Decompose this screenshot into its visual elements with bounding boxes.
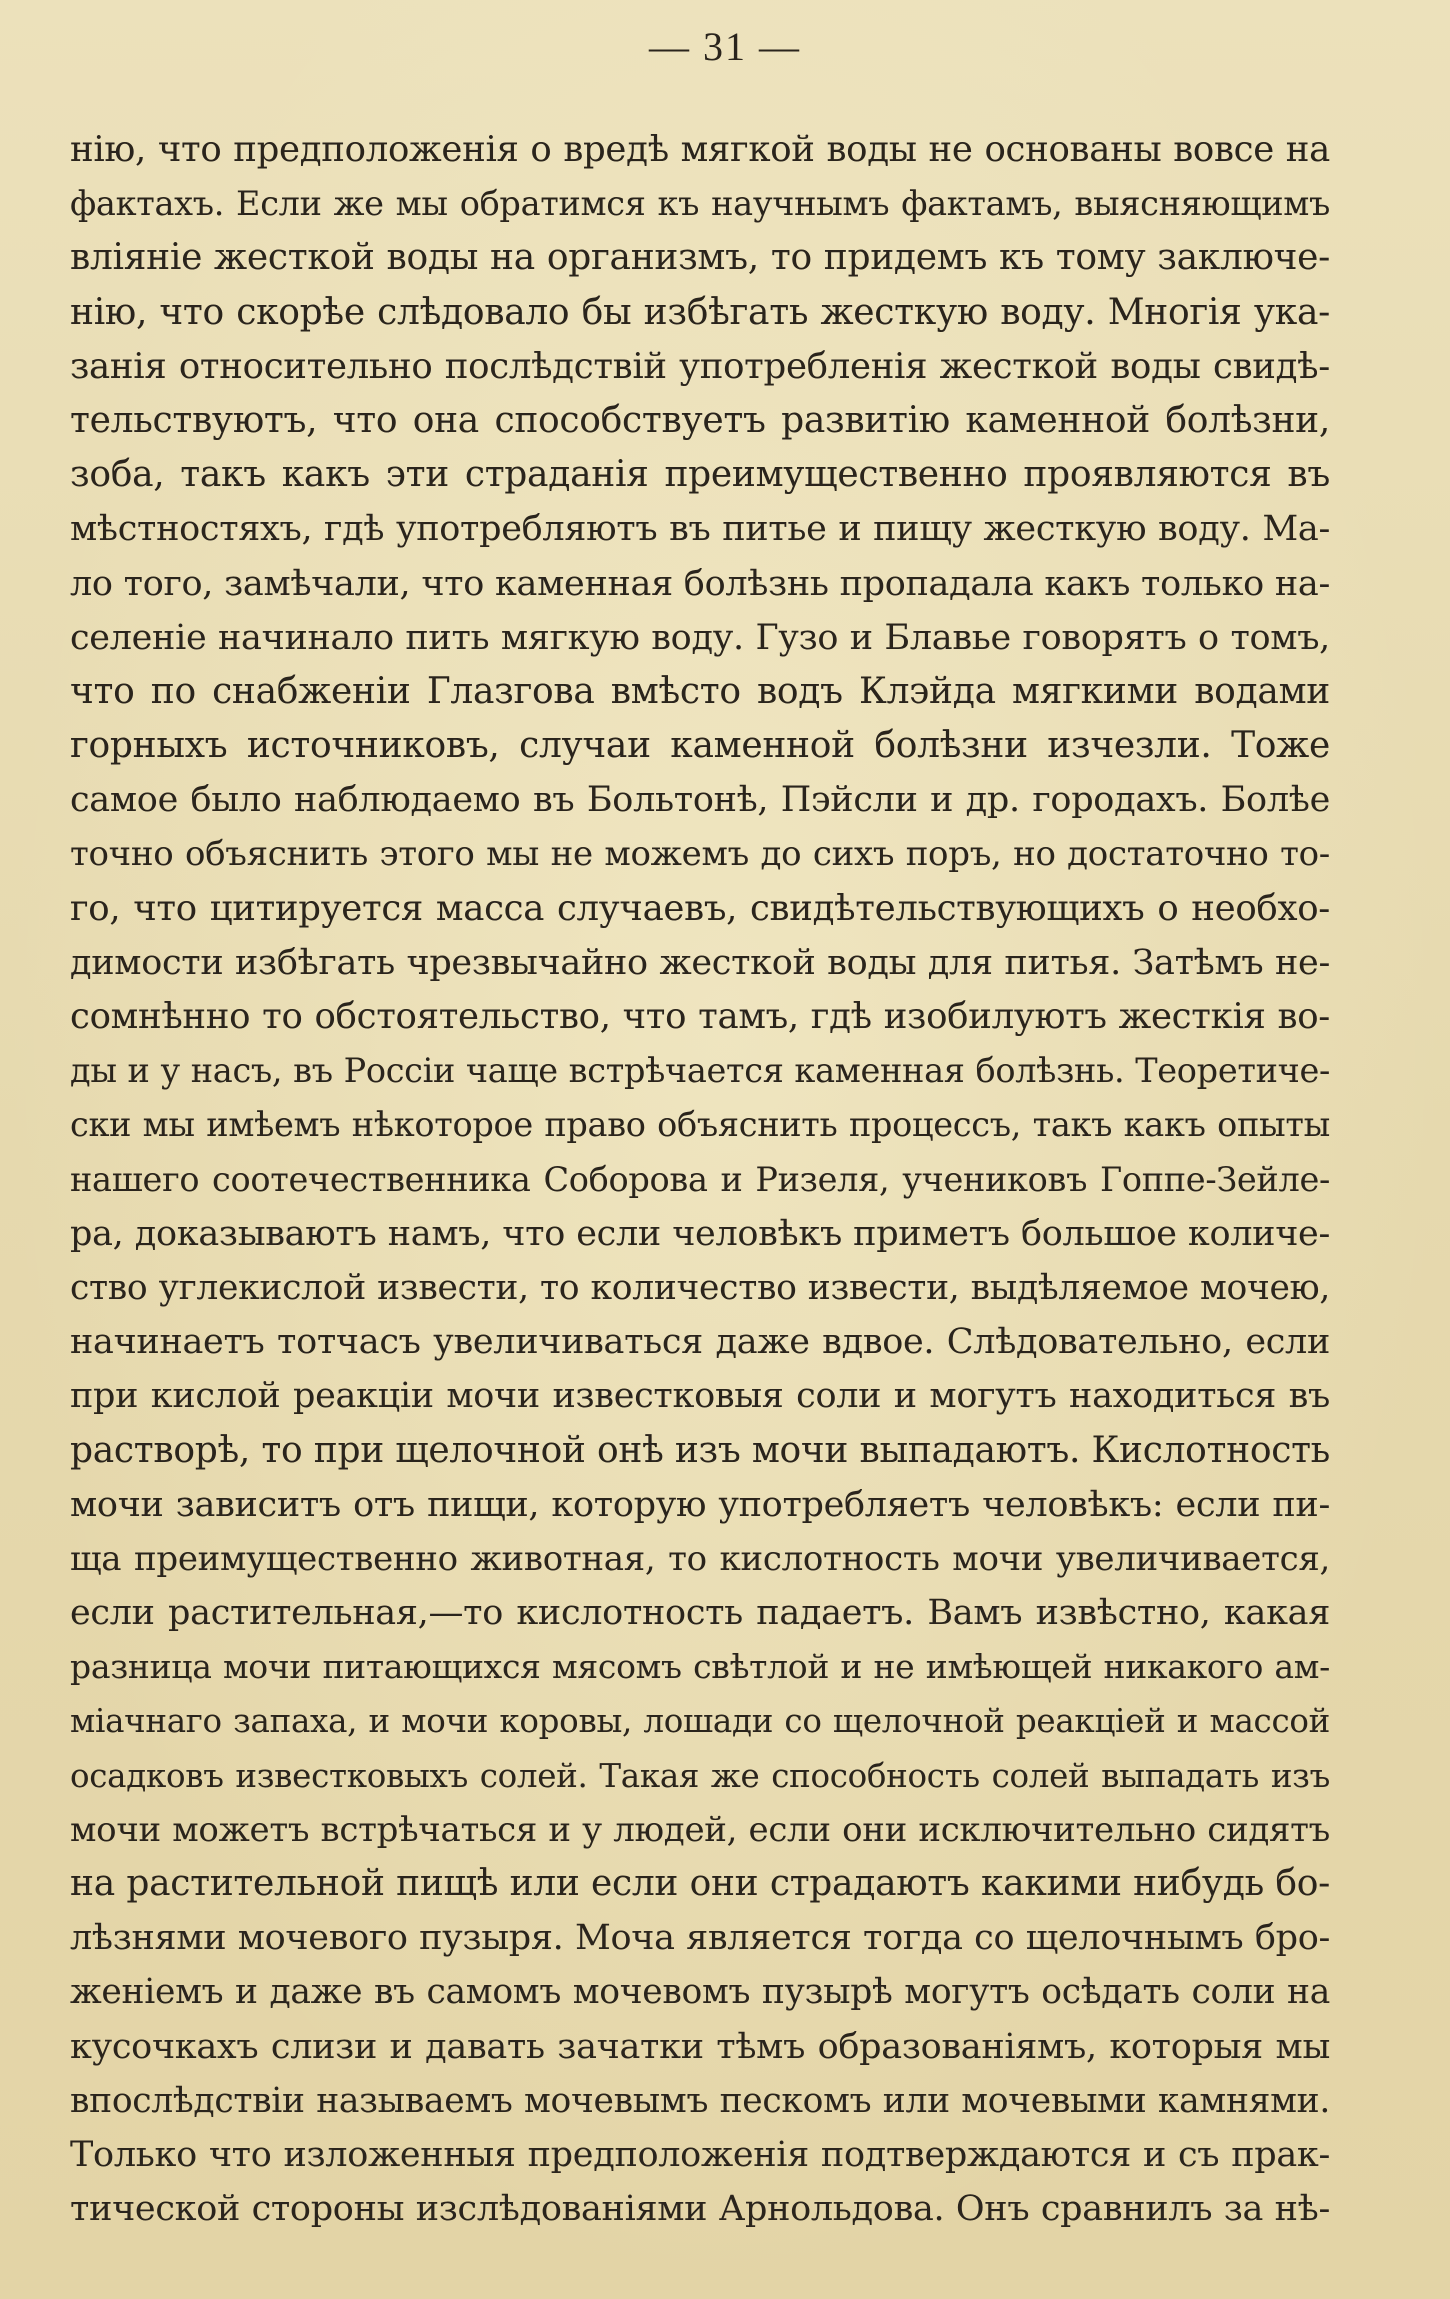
- text-line: вліяніе жесткой воды на организмъ, то придемъ къ тому заключе-: [70, 237, 1330, 279]
- text-line: нію, что предположенія о вредѣ мягкой воды не основаны вовсе на: [70, 129, 1330, 170]
- text-line: Только что изложенныя предположенія подтверждаются и съ прак-: [70, 2134, 1330, 2175]
- text-line: точно объяснить этого мы не можемъ до сихъ поръ, но достаточно то-: [70, 834, 1330, 875]
- text-line: если растительная,—то кислотность падаетъ. Вамъ извѣстно, какая: [70, 1593, 1330, 1634]
- text-line: ща преимущественно животная, то кислотность мочи увеличивается,: [70, 1538, 1330, 1579]
- text-line: міачнаго запаха, и мочи коровы, лошади со щелочной реакціей и массой: [70, 1702, 1330, 1741]
- text-line: мѣстностяхъ, гдѣ употребляютъ въ питье и пищу жесткую воду. Ма-: [70, 509, 1330, 550]
- text-line: женіемъ и даже въ самомъ мочевомъ пузырѣ могутъ осѣдать соли на: [70, 1972, 1330, 2013]
- text-line: зоба, такъ какъ эти страданія преимущественно проявляются въ: [70, 454, 1330, 496]
- text-line: фактахъ. Если же мы обратимся къ научнымъ фактамъ, выясняющимъ: [70, 184, 1330, 224]
- text-line: мочи зависитъ отъ пищи, которую употребляетъ человѣкъ: если пи-: [70, 1484, 1330, 1525]
- text-line: ло того, замѣчали, что каменная болѣзнь пропадала какъ только на-: [70, 563, 1330, 604]
- text-line: занія относительно послѣдствій употребленія жесткой воды свидѣ-: [70, 345, 1330, 387]
- text-line: сомнѣнно то обстоятельство, что тамъ, гдѣ изобилуютъ жесткія во-: [70, 996, 1330, 1037]
- text-line: впослѣдствіи называемъ мочевымъ пескомъ или мочевыми камнями.: [70, 2080, 1330, 2121]
- text-line: лѣзнями мочевого пузыря. Моча является тогда со щелочнымъ бро-: [70, 1918, 1330, 1959]
- text-line: ра, доказываютъ намъ, что если человѣкъ приметъ большое количе-: [70, 1213, 1330, 1254]
- text-line: ски мы имѣемъ нѣкоторое право объяснить процессъ, такъ какъ опыты: [70, 1105, 1330, 1145]
- text-line: мочи можетъ встрѣчаться и у людей, если они исключительно сидятъ: [70, 1809, 1330, 1850]
- text-line: тической стороны изслѣдованіями Арнольдова. Онъ сравнилъ за нѣ-: [70, 2189, 1330, 2230]
- text-line: на растительной пищѣ или если они страдаютъ какими нибудь бо-: [70, 1863, 1330, 1904]
- text-line: горныхъ источниковъ, случаи каменной болѣзни изчезли. Тоже: [70, 725, 1330, 767]
- text-line: кусочкахъ слизи и давать зачатки тѣмъ образованіямъ, которыя мы: [70, 2026, 1330, 2067]
- text-line: нію, что скорѣе слѣдовало бы избѣгать жесткую воду. Многія ука-: [70, 291, 1330, 333]
- text-line: осадковъ известковыхъ солей. Такая же способность солей выпадать изъ: [70, 1756, 1330, 1795]
- text-line: ство углекислой извести, то количество извести, выдѣляемое мочею,: [70, 1267, 1330, 1308]
- text-line: разница мочи питающихся мясомъ свѣтлой и не имѣющей никакого ам-: [70, 1647, 1330, 1687]
- text-line: самое было наблюдаемо въ Больтонѣ, Пэйсли и др. городахъ. Болѣе: [70, 780, 1330, 821]
- text-line: тельствуютъ, что она способствуетъ развитію каменной болѣзни,: [70, 399, 1330, 441]
- text-line: димости избѣгать чрезвычайно жесткой воды для питья. Затѣмъ не-: [70, 942, 1330, 983]
- text-line: при кислой реакціи мочи известковыя соли и могутъ находиться въ: [70, 1376, 1330, 1417]
- text-line: растворѣ, то при щелочной онѣ изъ мочи выпадаютъ. Кислотность: [70, 1429, 1330, 1471]
- page-number: — 31 —: [649, 24, 801, 69]
- text-line: селеніе начинало пить мягкую воду. Гузо и Блавье говорятъ о томъ,: [70, 617, 1330, 658]
- text-line: начинаетъ тотчасъ увеличиваться даже вдвое. Слѣдовательно, если: [70, 1322, 1330, 1363]
- text-line: го, что цитируется масса случаевъ, свидѣтельствующихъ о необхо-: [70, 887, 1330, 929]
- text-line: что по снабженіи Глазгова вмѣсто водъ Клэйда мягкими водами: [70, 670, 1330, 712]
- body-text: [70, 123, 1330, 2236]
- text-line: нашего соотечественника Соборова и Ризеля, учениковъ Гоппе-Зейле-: [70, 1159, 1330, 1199]
- text-line: ды и у насъ, въ Россіи чаще встрѣчается каменная болѣзнь. Теоретиче-: [70, 1051, 1330, 1091]
